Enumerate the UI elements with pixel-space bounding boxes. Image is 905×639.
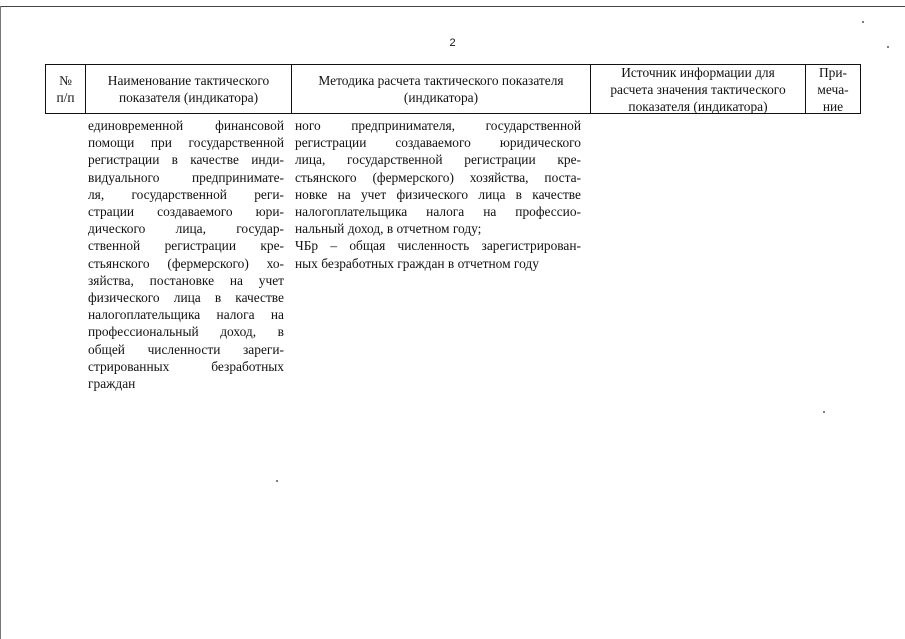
text-line: лица, государственной регистрации кре- xyxy=(295,152,581,168)
header-line: показателя (индикатора) xyxy=(628,98,768,114)
header-line: меча- xyxy=(817,81,849,97)
column-divider xyxy=(860,64,861,114)
text-line: ля, государственной реги- xyxy=(88,186,284,202)
header-line: ние xyxy=(822,98,844,114)
header-line: показателя (индикатора) xyxy=(118,90,259,105)
text-line: дического лица, государ- xyxy=(88,221,284,237)
header-line: Наименование тактического xyxy=(107,73,270,88)
cell-method-text xyxy=(295,117,581,272)
text-line: профессиональный доход, в xyxy=(88,324,284,340)
text-line: стьянского (фермерского) хо- xyxy=(88,255,284,271)
header-line: (индикатора) xyxy=(403,90,479,105)
table-header xyxy=(45,64,860,114)
text-line: налогоплательщика налога на xyxy=(88,307,284,323)
scan-speck xyxy=(823,411,825,413)
text-line: общей численности зареги- xyxy=(88,341,284,357)
header-cell-method xyxy=(292,65,590,113)
text-line: стрированных безработных xyxy=(88,358,284,374)
text-line: ственной регистрации кре- xyxy=(88,238,284,254)
text-line: зяйства, постановке на учет xyxy=(88,272,284,288)
text-line: физического лица в качестве xyxy=(88,290,284,306)
scan-speck xyxy=(862,21,864,23)
text-line: видуального предпринимате- xyxy=(88,169,284,185)
header-line: расчета значения тактического xyxy=(610,81,786,97)
header-line: При- xyxy=(818,64,847,80)
scan-speck xyxy=(276,480,278,482)
text-line: регистрации в качестве инди- xyxy=(88,152,284,168)
text-line: новке на учет физического лица в качестве xyxy=(295,186,581,202)
scan-border-left xyxy=(0,6,1,639)
text-line: регистрации создаваемого юридического xyxy=(295,135,581,151)
header-cell-indicator-name xyxy=(86,65,291,113)
text-line: страции создаваемого юри- xyxy=(88,204,284,220)
text-line: граждан xyxy=(88,376,136,392)
header-cell-number xyxy=(46,65,85,113)
text-line: нальный доход, в отчетном году; xyxy=(295,221,482,237)
text-line: ного предпринимателя, государственной xyxy=(295,118,581,133)
scan-border-top xyxy=(0,6,905,7)
header-cell-source xyxy=(591,65,805,113)
header-line: Методика расчета тактического показателя xyxy=(318,73,564,88)
header-cell-note xyxy=(806,65,860,113)
text-line: единовременной финансовой xyxy=(88,118,284,133)
text-line: ных безработных граждан в отчетном году xyxy=(295,255,539,271)
text-line: налогоплательщика налога на профессио- xyxy=(295,204,581,220)
text-line: ЧБр – общая численность зарегистрирован- xyxy=(295,238,581,254)
header-line: № xyxy=(59,73,72,88)
header-line: Источник информации для xyxy=(621,64,775,80)
header-line: п/п xyxy=(56,90,75,105)
page-number: 2 xyxy=(449,37,456,49)
cell-indicator-name-text xyxy=(88,117,284,392)
text-line: помощи при государственной xyxy=(88,135,284,151)
text-line: стьянского (фермерского) хозяйства, поста- xyxy=(295,169,581,185)
